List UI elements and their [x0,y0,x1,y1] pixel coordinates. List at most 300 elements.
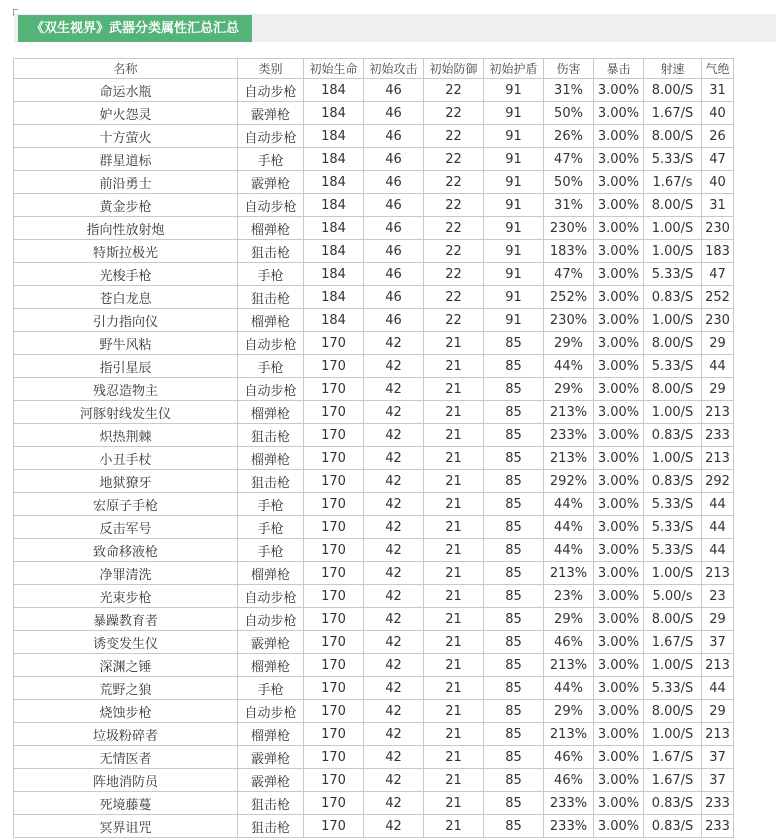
cell-stun: 44 [702,493,734,516]
cell-damage: 47% [544,263,594,286]
cell-defense: 22 [424,171,484,194]
cell-name: 炽热荆棘 [14,424,238,447]
cell-name: 无情医者 [14,746,238,769]
cell-name: 暴躁教育者 [14,608,238,631]
cell-category: 手枪 [238,148,304,171]
cell-name: 十方萤火 [14,125,238,148]
cell-shield: 85 [484,631,544,654]
table-row [14,792,734,815]
cell-name: 深渊之锤 [14,654,238,677]
cell-damage: 46% [544,631,594,654]
cell-shield: 85 [484,447,544,470]
cell-stun: 37 [702,746,734,769]
cell-attack: 42 [364,447,424,470]
cell-stun: 40 [702,102,734,125]
cell-shield: 85 [484,700,544,723]
cell-category: 榴弹枪 [238,401,304,424]
cell-fire-rate: 5.33/S [644,516,702,539]
cell-attack: 46 [364,240,424,263]
cell-defense: 21 [424,447,484,470]
cell-damage: 23% [544,585,594,608]
cell-fire-rate: 8.00/S [644,378,702,401]
cell-name: 指向性放射炮 [14,217,238,240]
cell-fire-rate: 5.33/S [644,493,702,516]
table-row [14,654,734,677]
cell-name: 阵地消防员 [14,769,238,792]
cell-crit: 3.00% [594,171,644,194]
cell-stun: 44 [702,677,734,700]
table-row [14,401,734,424]
cell-stun: 31 [702,79,734,102]
cell-fire-rate: 8.00/S [644,700,702,723]
cell-defense: 21 [424,792,484,815]
cell-name: 诱变发生仪 [14,631,238,654]
cell-attack: 42 [364,769,424,792]
cell-name: 特斯拉极光 [14,240,238,263]
cell-damage: 46% [544,769,594,792]
cell-stun: 213 [702,654,734,677]
cell-stun: 29 [702,378,734,401]
page-title: 《双生视界》武器分类属性汇总汇总 [18,15,252,42]
cell-defense: 21 [424,677,484,700]
table-row [14,539,734,562]
cell-hp: 170 [304,378,364,401]
cell-fire-rate: 0.83/S [644,470,702,493]
cell-hp: 184 [304,309,364,332]
cell-damage: 29% [544,378,594,401]
cell-category: 自动步枪 [238,194,304,217]
cell-category: 自动步枪 [238,608,304,631]
cell-crit: 3.00% [594,378,644,401]
cell-hp: 184 [304,286,364,309]
cell-attack: 46 [364,171,424,194]
cell-shield: 91 [484,171,544,194]
cell-hp: 170 [304,355,364,378]
cell-defense: 21 [424,332,484,355]
header-hp: 初始生命 [304,59,364,79]
cell-defense: 21 [424,746,484,769]
cell-defense: 21 [424,516,484,539]
cell-damage: 292% [544,470,594,493]
cell-category: 霰弹枪 [238,631,304,654]
header-name: 名称 [14,59,238,79]
cell-fire-rate: 5.33/S [644,355,702,378]
cell-name: 垃圾粉碎者 [14,723,238,746]
cell-defense: 21 [424,539,484,562]
cell-category: 手枪 [238,493,304,516]
cell-category: 手枪 [238,516,304,539]
cell-fire-rate: 1.00/S [644,240,702,263]
table-row [14,516,734,539]
cell-stun: 213 [702,401,734,424]
cell-crit: 3.00% [594,608,644,631]
cell-fire-rate: 8.00/S [644,332,702,355]
cell-attack: 42 [364,355,424,378]
cell-fire-rate: 8.00/S [644,79,702,102]
cell-defense: 21 [424,470,484,493]
cell-damage: 213% [544,401,594,424]
cell-shield: 91 [484,240,544,263]
cell-attack: 42 [364,608,424,631]
cell-damage: 213% [544,654,594,677]
cell-category: 手枪 [238,355,304,378]
cell-defense: 21 [424,401,484,424]
cell-attack: 42 [364,700,424,723]
cell-damage: 44% [544,355,594,378]
cell-damage: 233% [544,792,594,815]
cell-shield: 91 [484,125,544,148]
cell-fire-rate: 1.00/S [644,562,702,585]
table-row [14,263,734,286]
table-row [14,286,734,309]
header-fire-rate: 射速 [644,59,702,79]
cell-damage: 183% [544,240,594,263]
cell-attack: 42 [364,792,424,815]
table-row [14,355,734,378]
cell-shield: 85 [484,424,544,447]
table-row [14,378,734,401]
cell-damage: 29% [544,332,594,355]
cell-attack: 42 [364,378,424,401]
cell-category: 霰弹枪 [238,171,304,194]
cell-name: 冥界诅咒 [14,815,238,838]
table-row [14,700,734,723]
cell-crit: 3.00% [594,493,644,516]
cell-fire-rate: 5.33/S [644,677,702,700]
cell-damage: 29% [544,700,594,723]
cell-category: 手枪 [238,263,304,286]
table-row [14,171,734,194]
cell-hp: 184 [304,125,364,148]
cell-hp: 170 [304,700,364,723]
cell-category: 榴弹枪 [238,217,304,240]
table-row [14,125,734,148]
cell-defense: 22 [424,125,484,148]
cell-fire-rate: 5.33/S [644,539,702,562]
cell-name: 光梭手枪 [14,263,238,286]
cell-defense: 21 [424,355,484,378]
cell-attack: 42 [364,516,424,539]
cell-crit: 3.00% [594,194,644,217]
cell-hp: 170 [304,562,364,585]
cell-hp: 170 [304,792,364,815]
header-shield: 初始护盾 [484,59,544,79]
cell-hp: 170 [304,631,364,654]
cell-stun: 233 [702,424,734,447]
cell-fire-rate: 8.00/S [644,608,702,631]
cell-stun: 37 [702,631,734,654]
table-row [14,148,734,171]
cell-name: 指引星辰 [14,355,238,378]
header-attack: 初始攻击 [364,59,424,79]
cell-damage: 252% [544,286,594,309]
cell-crit: 3.00% [594,102,644,125]
cell-damage: 29% [544,608,594,631]
cell-name: 群星道标 [14,148,238,171]
cell-fire-rate: 0.83/S [644,286,702,309]
cell-hp: 170 [304,585,364,608]
cell-crit: 3.00% [594,401,644,424]
cell-name: 黄金步枪 [14,194,238,217]
cell-stun: 23 [702,585,734,608]
cell-fire-rate: 0.83/S [644,815,702,838]
table-row [14,79,734,102]
cell-attack: 42 [364,539,424,562]
cell-crit: 3.00% [594,355,644,378]
cell-category: 狙击枪 [238,286,304,309]
cell-category: 榴弹枪 [238,562,304,585]
cell-fire-rate: 1.67/S [644,746,702,769]
cell-crit: 3.00% [594,424,644,447]
cell-defense: 21 [424,769,484,792]
table-row [14,424,734,447]
cell-damage: 50% [544,102,594,125]
table-body [14,79,734,838]
cell-stun: 29 [702,332,734,355]
cell-fire-rate: 1.00/S [644,654,702,677]
cell-attack: 42 [364,723,424,746]
cell-hp: 184 [304,148,364,171]
cell-fire-rate: 5.33/S [644,148,702,171]
cell-hp: 170 [304,723,364,746]
cell-stun: 29 [702,700,734,723]
cell-damage: 31% [544,79,594,102]
cell-hp: 170 [304,608,364,631]
cell-fire-rate: 0.83/S [644,424,702,447]
cell-hp: 170 [304,746,364,769]
cell-shield: 91 [484,102,544,125]
cell-crit: 3.00% [594,309,644,332]
cell-fire-rate: 1.67/S [644,769,702,792]
cell-defense: 22 [424,148,484,171]
table-row [14,470,734,493]
cell-fire-rate: 1.67/S [644,102,702,125]
cell-stun: 230 [702,309,734,332]
cell-hp: 184 [304,240,364,263]
table-row [14,608,734,631]
cell-defense: 22 [424,263,484,286]
cell-name: 净罪清洗 [14,562,238,585]
cell-shield: 85 [484,585,544,608]
cell-crit: 3.00% [594,585,644,608]
cell-hp: 170 [304,769,364,792]
cell-category: 霰弹枪 [238,746,304,769]
cell-crit: 3.00% [594,516,644,539]
cell-stun: 44 [702,516,734,539]
cell-category: 榴弹枪 [238,447,304,470]
cell-crit: 3.00% [594,332,644,355]
cell-defense: 21 [424,700,484,723]
cell-stun: 47 [702,263,734,286]
cell-fire-rate: 5.33/S [644,263,702,286]
cell-attack: 42 [364,585,424,608]
cell-category: 霰弹枪 [238,102,304,125]
cell-category: 自动步枪 [238,125,304,148]
cell-crit: 3.00% [594,539,644,562]
cell-stun: 233 [702,792,734,815]
header-damage: 伤害 [544,59,594,79]
cell-crit: 3.00% [594,677,644,700]
cell-defense: 22 [424,102,484,125]
cell-hp: 184 [304,194,364,217]
cell-stun: 183 [702,240,734,263]
cell-category: 手枪 [238,677,304,700]
cell-shield: 85 [484,401,544,424]
cell-defense: 22 [424,309,484,332]
cell-crit: 3.00% [594,79,644,102]
cell-damage: 233% [544,424,594,447]
cell-crit: 3.00% [594,700,644,723]
cell-stun: 37 [702,769,734,792]
cell-crit: 3.00% [594,654,644,677]
cell-crit: 3.00% [594,792,644,815]
weapon-stats-table [13,58,734,838]
cell-crit: 3.00% [594,125,644,148]
table-row [14,493,734,516]
cell-fire-rate: 1.67/S [644,631,702,654]
cell-name: 反击军号 [14,516,238,539]
cell-category: 自动步枪 [238,585,304,608]
cell-shield: 85 [484,654,544,677]
cell-attack: 42 [364,493,424,516]
cell-hp: 170 [304,424,364,447]
cell-fire-rate: 5.00/s [644,585,702,608]
table-row [14,815,734,838]
cell-damage: 213% [544,723,594,746]
cell-hp: 170 [304,332,364,355]
cell-damage: 50% [544,171,594,194]
cell-category: 自动步枪 [238,79,304,102]
cell-crit: 3.00% [594,217,644,240]
cell-name: 野牛风粘 [14,332,238,355]
cell-shield: 91 [484,217,544,240]
cell-defense: 21 [424,424,484,447]
cell-name: 致命移液枪 [14,539,238,562]
cell-hp: 170 [304,470,364,493]
cell-attack: 42 [364,746,424,769]
cell-name: 荒野之狼 [14,677,238,700]
cell-defense: 21 [424,654,484,677]
cell-shield: 91 [484,263,544,286]
cell-attack: 42 [364,815,424,838]
cell-crit: 3.00% [594,240,644,263]
table-row [14,332,734,355]
cell-shield: 85 [484,355,544,378]
cell-crit: 3.00% [594,746,644,769]
cell-name: 前沿勇士 [14,171,238,194]
cell-name: 宏原子手枪 [14,493,238,516]
cell-name: 死境藤蔓 [14,792,238,815]
cell-fire-rate: 8.00/S [644,194,702,217]
table-row [14,217,734,240]
cell-damage: 46% [544,746,594,769]
cell-stun: 26 [702,125,734,148]
cell-attack: 46 [364,286,424,309]
cell-attack: 42 [364,631,424,654]
cell-stun: 292 [702,470,734,493]
cell-fire-rate: 1.00/S [644,217,702,240]
cell-crit: 3.00% [594,263,644,286]
cell-damage: 230% [544,217,594,240]
table-row [14,240,734,263]
cell-attack: 46 [364,309,424,332]
cell-name: 命运水瓶 [14,79,238,102]
cell-defense: 22 [424,79,484,102]
cell-crit: 3.00% [594,286,644,309]
cell-attack: 46 [364,263,424,286]
cell-stun: 213 [702,447,734,470]
cell-name: 河豚射线发生仪 [14,401,238,424]
cell-category: 狙击枪 [238,470,304,493]
cell-hp: 184 [304,102,364,125]
cell-attack: 42 [364,332,424,355]
cell-damage: 44% [544,539,594,562]
cell-shield: 85 [484,608,544,631]
cell-hp: 170 [304,493,364,516]
cell-shield: 91 [484,194,544,217]
cell-attack: 42 [364,470,424,493]
cell-attack: 46 [364,125,424,148]
cell-crit: 3.00% [594,815,644,838]
cell-name: 烧蚀步枪 [14,700,238,723]
cell-shield: 85 [484,470,544,493]
cell-category: 霰弹枪 [238,769,304,792]
cell-shield: 85 [484,516,544,539]
cell-fire-rate: 1.67/s [644,171,702,194]
cell-category: 榴弹枪 [238,723,304,746]
cell-crit: 3.00% [594,148,644,171]
cell-fire-rate: 1.00/S [644,723,702,746]
cell-category: 狙击枪 [238,815,304,838]
table-row [14,677,734,700]
cell-fire-rate: 8.00/S [644,125,702,148]
cell-crit: 3.00% [594,769,644,792]
cell-category: 自动步枪 [238,700,304,723]
cell-hp: 170 [304,401,364,424]
table-row [14,769,734,792]
cell-defense: 21 [424,631,484,654]
cell-damage: 213% [544,447,594,470]
table-row [14,723,734,746]
cell-stun: 213 [702,723,734,746]
cell-stun: 213 [702,562,734,585]
cell-attack: 42 [364,677,424,700]
cell-damage: 44% [544,493,594,516]
cell-damage: 233% [544,815,594,838]
cell-shield: 85 [484,562,544,585]
cell-defense: 22 [424,217,484,240]
cell-attack: 46 [364,217,424,240]
cell-hp: 184 [304,171,364,194]
cell-hp: 170 [304,677,364,700]
cell-crit: 3.00% [594,470,644,493]
cell-name: 引力指向仪 [14,309,238,332]
cell-shield: 85 [484,677,544,700]
cell-defense: 21 [424,585,484,608]
cell-crit: 3.00% [594,562,644,585]
cell-crit: 3.00% [594,631,644,654]
cell-defense: 22 [424,194,484,217]
cell-defense: 21 [424,723,484,746]
cell-hp: 170 [304,815,364,838]
cell-category: 自动步枪 [238,332,304,355]
cell-stun: 47 [702,148,734,171]
cell-damage: 31% [544,194,594,217]
cell-attack: 46 [364,79,424,102]
cell-category: 榴弹枪 [238,309,304,332]
cell-crit: 3.00% [594,447,644,470]
cell-hp: 184 [304,217,364,240]
